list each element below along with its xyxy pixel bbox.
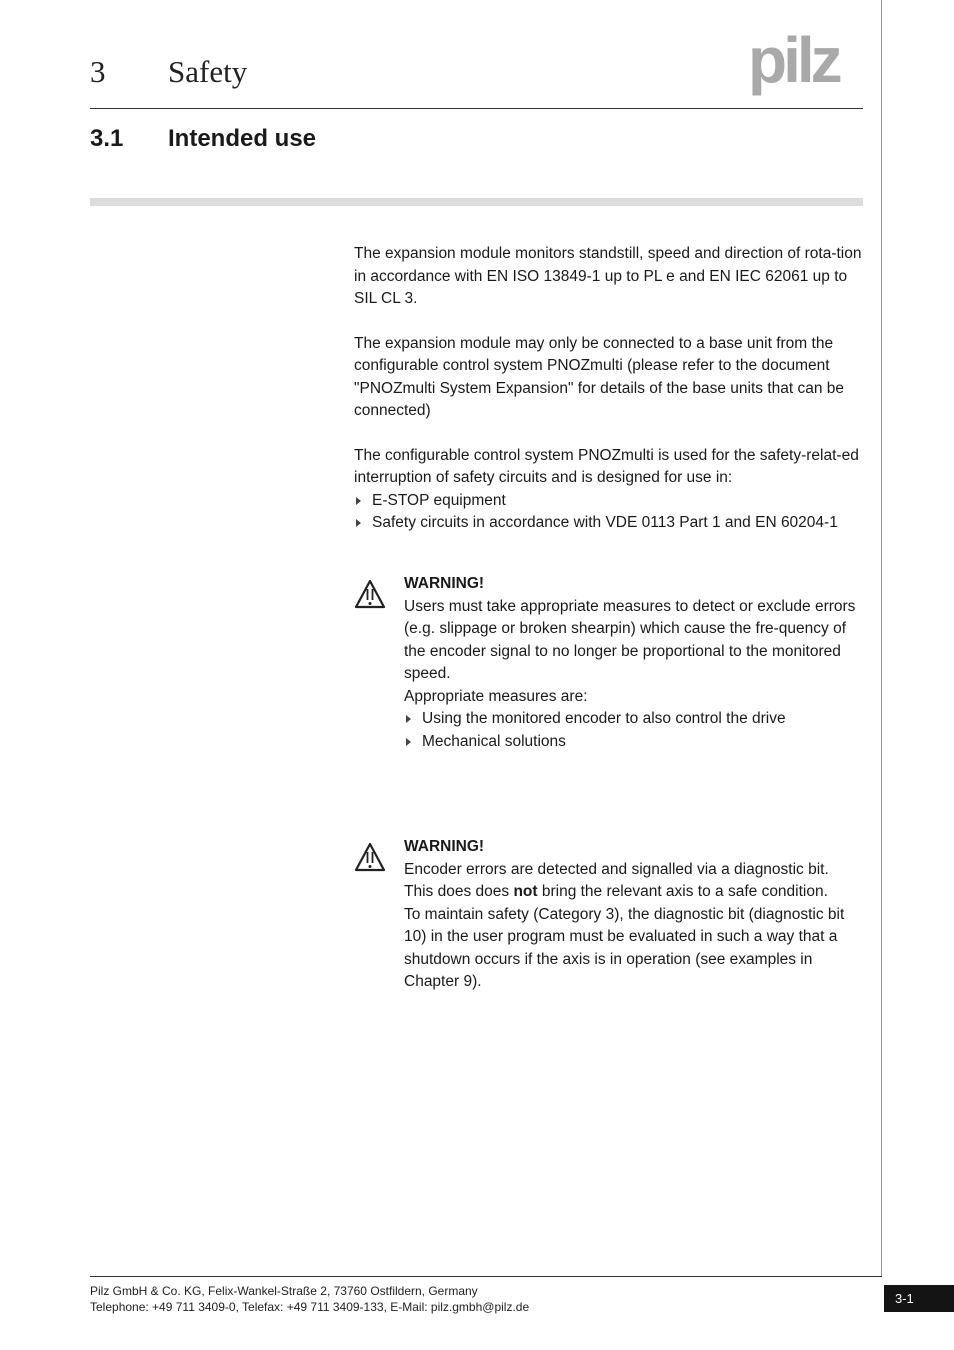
- warning-title: WARNING!: [404, 838, 485, 855]
- warning-text-bold: not: [513, 883, 538, 900]
- warning-text-pre: This does does: [404, 883, 514, 900]
- pilz-logo-text: pilz: [748, 26, 839, 96]
- paragraph-standstill: The expansion module monitors standstill, speed and direction of rota-tion in accordance with EN ISO 13849-1 up to PL e and EN IEC 62061 up to SIL CL 3.: [354, 245, 862, 307]
- body-content: [354, 243, 866, 535]
- list-item: Mechanical solutions: [404, 731, 866, 754]
- footer-rule: [90, 1276, 882, 1277]
- warning-measures-intro: Appropriate measures are:: [404, 687, 588, 705]
- footer: [90, 1283, 529, 1315]
- list-item: E-STOP equipment: [354, 490, 866, 513]
- warning-text-line1: Encoder errors are detected and signalled via a diagnostic bit.: [404, 860, 829, 878]
- section-divider-bar: [90, 198, 863, 206]
- warning-box-encoder-errors: [354, 836, 866, 994]
- list-item: Safety circuits in accordance with VDE 0113 Part 1 and EN 60204-1: [354, 512, 866, 535]
- footer-address: Pilz GmbH & Co. KG, Felix-Wankel-Straße 2, 73760 Ostfildern, Germany: [90, 1284, 478, 1298]
- warning-text: Users must take appropriate measures to detect or exclude errors (e.g. slippage or broken shearpin) which cause the fre-quency of the encoder signal to no longer be proportional to the monitored speed.: [404, 597, 856, 682]
- header-rule: [90, 108, 863, 109]
- section-number: 3.1: [90, 125, 124, 152]
- use-list: [354, 490, 866, 535]
- warning-text-line3: To maintain safety (Category 3), the diagnostic bit (diagnostic bit 10) in the user program must be evaluated in such a way that a shutdown occurs if the axis is in operation (see examples in Chapter 9).: [404, 905, 845, 990]
- warning-triangle-icon: [354, 579, 386, 609]
- warning-text-line2: [404, 881, 866, 904]
- right-margin-rule: [881, 0, 882, 1276]
- measures-list: [404, 708, 866, 753]
- warning-box-encoder-measures: [354, 573, 866, 753]
- chapter-number: 3: [90, 54, 106, 89]
- page-number: 3-1: [884, 1285, 954, 1312]
- warning-text-post: bring the relevant axis to a safe condition.: [537, 883, 828, 900]
- paragraph-use: The configurable control system PNOZmulti is used for the safety-relat-ed interruption of safety circuits and is designed for use in:: [354, 446, 859, 486]
- warning-triangle-icon: [354, 842, 386, 872]
- warning-title: WARNING!: [404, 575, 485, 592]
- pilz-logo: [748, 26, 866, 96]
- list-item: Using the monitored encoder to also control the drive: [404, 708, 866, 731]
- paragraph-base-unit: The expansion module may only be connected to a base unit from the configurable control system PNOZmulti (please refer to the document "PNOZmulti System Expansion" for details of the base units that can be connected): [354, 334, 845, 419]
- section-title: Intended use: [168, 125, 317, 152]
- chapter-title: Safety: [168, 54, 248, 89]
- footer-contact: Telephone: +49 711 3409-0, Telefax: +49 711 3409-133, E-Mail: pilz.gmbh@pilz.de: [90, 1300, 530, 1314]
